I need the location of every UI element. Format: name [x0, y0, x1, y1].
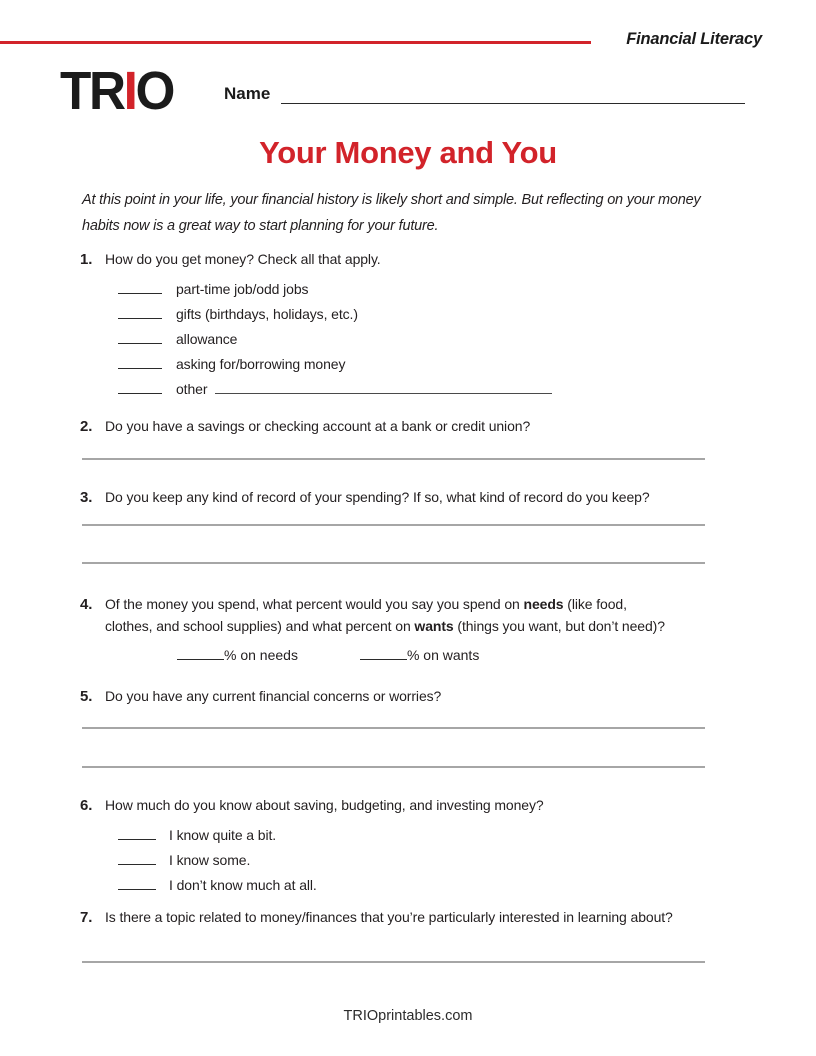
option-label: I know some.: [169, 852, 251, 868]
question-4-text-post: (things you want, but don’t need)?: [453, 618, 665, 634]
question-2-number: 2.: [80, 418, 93, 435]
answer-line: [82, 766, 705, 768]
option-label: other: [176, 381, 208, 397]
question-4-text-mid2: clothes, and school supplies) and what percent on: [105, 618, 415, 634]
question-3: [80, 486, 760, 508]
question-7-number: 7.: [80, 909, 93, 926]
percent-blank: [177, 646, 224, 660]
option-label: I know quite a bit.: [169, 827, 277, 843]
option-label: gifts (birthdays, holidays, etc.): [176, 306, 358, 322]
question-3-text: Do you keep any kind of record of your spending? If so, what kind of record do you keep?: [105, 489, 650, 505]
option-row: [118, 302, 760, 327]
answer-line: [82, 727, 705, 729]
other-fill-line: [215, 380, 552, 394]
question-4-text-pre: Of the money you spend, what percent would you say you spend on: [105, 596, 524, 612]
logo-text-red-i: I: [123, 61, 136, 121]
question-4-percent-blanks: [177, 646, 479, 664]
question-4: [80, 593, 760, 637]
question-6-text: How much do you know about saving, budgeting, and investing money?: [105, 797, 544, 813]
option-row: [118, 352, 760, 377]
checkbox-blank: [118, 876, 156, 890]
question-6-number: 6.: [80, 797, 93, 814]
name-label: Name: [224, 84, 271, 103]
logo-text-black-1: TR: [60, 61, 124, 121]
intro-paragraph: [82, 187, 772, 239]
question-1-options: [118, 277, 760, 402]
percent-blank-label: % on needs: [224, 647, 298, 663]
page-title: Your Money and You: [259, 135, 557, 170]
option-row: [118, 823, 760, 848]
checkbox-blank: [118, 305, 162, 319]
question-7-text: Is there a topic related to money/finances that you’re particularly interested in learning about?: [105, 909, 673, 925]
category-label: Financial Literacy: [626, 30, 762, 48]
answer-line: [82, 961, 705, 963]
checkbox-blank: [118, 355, 162, 369]
answer-line: [82, 458, 705, 460]
question-1-number: 1.: [80, 251, 93, 268]
question-4-bold-needs: needs: [523, 596, 564, 612]
question-4-text: [105, 593, 665, 637]
answer-line: [82, 562, 705, 564]
trio-logo: [60, 61, 174, 121]
checkbox-blank: [118, 826, 156, 840]
question-5-text: Do you have any current financial concerns or worries?: [105, 688, 442, 704]
question-1-text: How do you get money? Check all that apply.: [105, 251, 381, 267]
option-label: part-time job/odd jobs: [176, 281, 309, 297]
question-4-number: 4.: [80, 596, 93, 613]
question-1: [80, 248, 760, 402]
question-5-number: 5.: [80, 688, 93, 705]
answer-line: [82, 524, 705, 526]
question-2: [80, 415, 760, 437]
checkbox-blank: [118, 330, 162, 344]
question-6-options: [118, 823, 760, 898]
option-row: [118, 327, 760, 352]
option-row: [118, 873, 760, 898]
intro-line-1: At this point in your life, your financial history is likely short and simple. But reflecting on your money: [82, 192, 701, 208]
option-label: asking for/borrowing money: [176, 356, 346, 372]
option-label: allowance: [176, 331, 238, 347]
question-5: [80, 685, 760, 707]
option-row: [118, 848, 760, 873]
checkbox-blank: [118, 851, 156, 865]
logo-text-black-2: O: [135, 61, 174, 121]
question-7: [80, 906, 760, 928]
question-6: [80, 794, 760, 898]
question-4-bold-wants: wants: [414, 618, 454, 634]
name-fill-line: [281, 103, 745, 104]
checkbox-blank: [118, 280, 162, 294]
percent-blank: [360, 646, 407, 660]
option-label: I don’t know much at all.: [169, 877, 317, 893]
intro-line-2: habits now is a great way to start planning for your future.: [82, 218, 439, 234]
option-row: [118, 277, 760, 302]
question-3-number: 3.: [80, 489, 93, 506]
footer-site-name: TRIOprintables.com: [343, 1008, 473, 1024]
question-2-text: Do you have a savings or checking account at a bank or credit union?: [105, 418, 531, 434]
percent-blank-label: % on wants: [406, 647, 480, 663]
checkbox-blank: [118, 380, 162, 394]
question-4-text-mid: (like food,: [563, 596, 627, 612]
option-row-other: [118, 377, 760, 402]
